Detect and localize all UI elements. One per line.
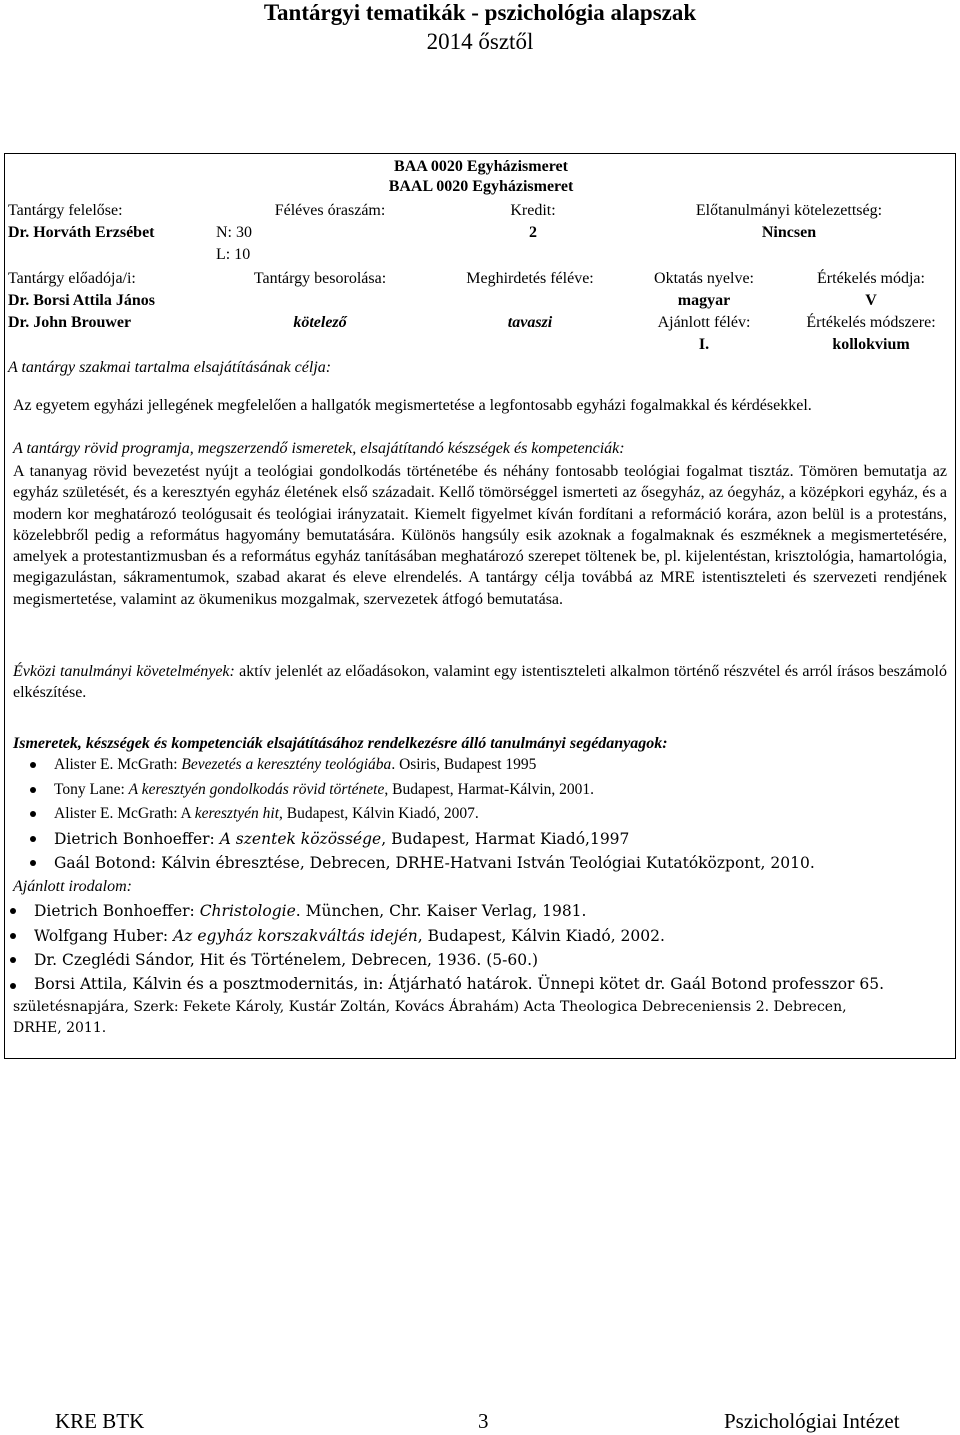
course-sheet [4,153,956,1059]
course-code-2: BAAL 0020 Egyházismeret [388,178,574,195]
list-item: Dietrich Bonhoeffer: A szentek közössége, Budapest, Harmat Kiadó,1997 [13,827,947,852]
prereq-value: Nincsen [761,224,817,241]
eval-method-value: kollokvium [832,336,910,353]
list-item: Borsi Attila, Kálvin és a posztmodernitás, in: Átjárható határok. Ünnepi kötet dr. Gaál Botond professzor 65. [0,974,927,994]
list-item: Alister E. McGrath: Bevezetés a keresztény teológiába. Osiris, Budapest 1995 [13,753,947,778]
footer-right: Pszichológiai Intézet [724,1409,900,1433]
lecturer-1: Dr. Borsi Attila János [8,292,155,309]
list-item: Wolfgang Huber: Az egyház korszakváltás idején, Budapest, Kálvin Kiadó, 2002. [0,924,927,949]
recommended-label: Ajánlott félév: [657,314,751,331]
prereq-label: Előtanulmányi kötelezettség: [695,202,883,219]
page-subtitle: 2014 ősztől [426,29,534,54]
responsible-value: Dr. Horváth Erzsébet [8,224,155,241]
literature-list [0,899,927,973]
credit-label: Kredit: [510,202,556,219]
hours-n: N: 30 [216,224,252,241]
goal-text: Az egyetem egyházi jellegének megfelelően a hallgatók megismertetése a legfontosabb egyházi fogalmakkal és kérdésekkel. [13,397,812,414]
footer-page-number: 3 [478,1409,489,1433]
semester-label: Meghirdetés féléve: [466,270,594,287]
requirements [13,661,947,704]
recommended-value: I. [698,336,710,353]
materials-list [13,753,947,876]
literature-continuation-2: DRHE, 2011. [13,1020,107,1036]
eval-label: Értékelés módja: [817,270,925,287]
program-heading: A tantárgy rövid programja, megszerzendő ismeretek, elsajátítandó készségek és kompetenciák: [13,440,625,457]
literature-list-cont [0,974,927,994]
list-item: Tony Lane: A keresztyén gondolkodás rövid története, Budapest, Harmat-Kálvin, 2001. [13,778,947,803]
lecturer-2: Dr. John Brouwer [8,314,132,331]
lecturer-label: Tantárgy előadója/i: [8,270,136,287]
list-item: Gaál Botond: Kálvin ébresztése, Debrecen, DRHE-Hatvani István Teológiai Kutatóközpont, 2010. [13,851,947,876]
hours-l: L: 10 [216,246,251,263]
language-label: Oktatás nyelve: [654,270,754,287]
materials-heading: Ismeretek, készségek és kompetenciák elsajátításához rendelkezésre álló tanulmányi segédanyagok: [13,735,668,752]
literature-continuation-1: születésnapjára, Szerk: Fekete Károly, Kustár Zoltán, Kovács Ábrahám) Acta Theologica Debreceniensis 2. Debrecen, [13,999,847,1015]
program-text: A tananyag rövid bevezetést nyújt a teológiai gondolkodás történetébe és néhány fontosabb teológiai fogalmat tisztáz. Tömören bemutatja az egyház születését, és a keresztyén egyház életének első századait. Kellő tömörséggel ismerteti az ősegyház, az óegyház, a középkori egyház, és a modern kor meghatározó teológusait és teológiai irányzatait. Kiemelt figyelmet kíván fordítani a reformáció korára, azon belül is a protestáns, közelebbről pedig a református hagyomány bemutatására. Különös hangsúly esik azoknak a fogalmaknak és eszméknek a megismertetésére, amelyek a protestantizmusban és a református egyház tanításában meghatározó szerepet töltenek be, pl. kijelentéstan, krisztológia, hamartológia, megigazulástan, sákramentumok, szabad akarat és eleve elrendelés. A tantárgy célja továbbá az MRE istentiszteleti és szervezeti rendjének megismertetése, valamint az ökumenikus mozgalmak, szervezetek átfogó bemutatása. [13,463,947,608]
list-item: Dietrich Bonhoeffer: Christologie. München, Chr. Kaiser Verlag, 1981. [0,899,927,924]
classification-label: Tantárgy besorolása: [253,270,387,287]
literature-heading: Ajánlott irodalom: [13,878,132,895]
language-value: magyar [677,292,731,309]
course-code-1: BAA 0020 Egyházismeret [394,158,568,175]
hours-label: Féléves óraszám: [274,202,386,219]
responsible-label: Tantárgy felelőse: [8,202,123,219]
list-item: Alister E. McGrath: A keresztyén hit, Budapest, Kálvin Kiadó, 2007. [13,802,947,827]
list-item: Dr. Czeglédi Sándor, Hit és Történelem, Debrecen, 1936. (5-60.) [0,948,927,973]
footer-left: KRE BTK [55,1409,145,1433]
credit-value: 2 [529,224,537,241]
eval-method-label: Értékelés módszere: [806,314,936,331]
requirements-text: aktív jelenlét az előadásokon, valamint egy istentiszteleti alkalmon történő részvétel és arról írásos beszámoló elkészítése. [13,663,947,702]
classification-value: kötelező [293,314,347,331]
goal-heading: A tantárgy szakmai tartalma elsajátításának célja: [8,359,332,376]
semester-value: tavaszi [507,314,553,331]
eval-value: V [865,292,877,309]
page-title: Tantárgyi tematikák - pszichológia alapszak [263,0,697,25]
requirements-label: Évközi tanulmányi követelmények: [13,663,235,680]
